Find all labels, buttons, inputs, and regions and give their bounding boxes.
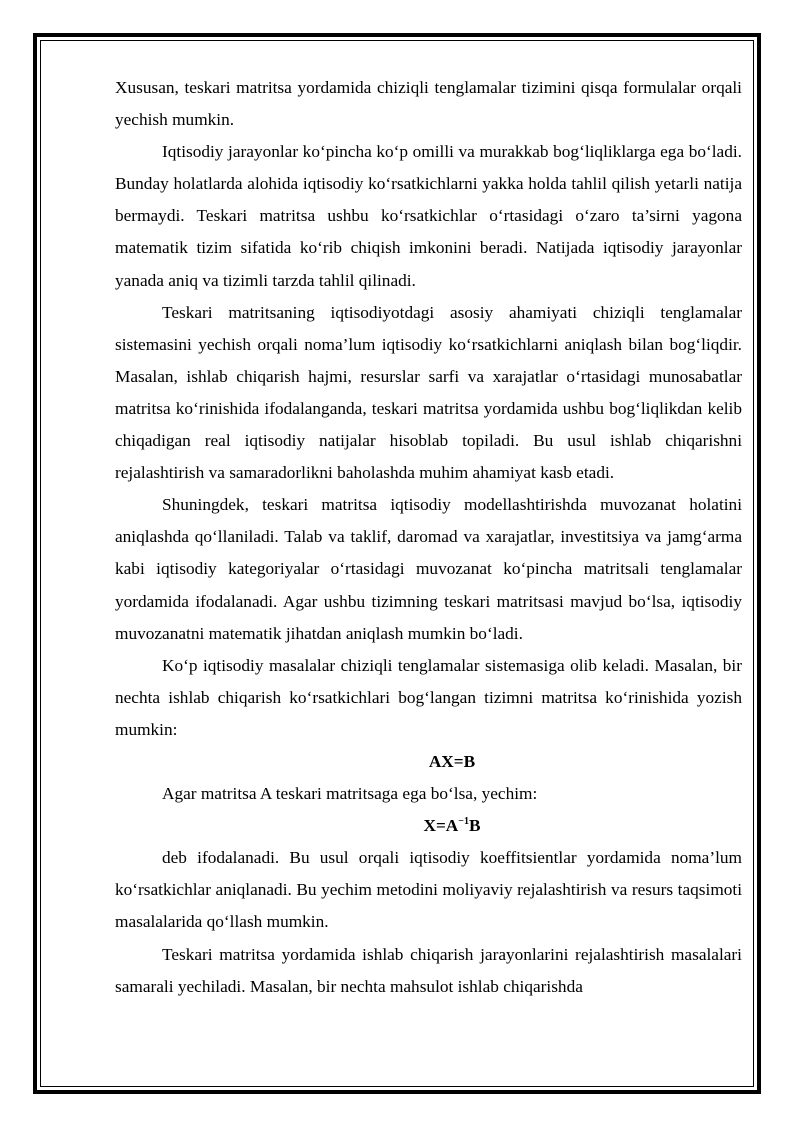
paragraph-2: Teskari matritsaning iqtisodiyotdagi asosiy ahamiyati chiziqli tenglamalar sistemasini yechish orqali noma’lum iqtisodiy ko‘rsatkichlarni aniqlash bilan bog‘liqdir. Masalan, ishlab chiqarish hajmi, resurslar sarfi va xarajatlar o‘rtasidagi munosabatlar matritsa ko‘rinishida ifodalanganda, teskari matritsa yordamida ushbu bog‘liqlikdan kelib chiqadigan real iqtisodiy natijalar hisoblab topiladi. Bu usul ishlab chiqarishni rejalashtirish va samaradorlikni baholashda muhim ahamiyat kasb etadi. [115, 302, 742, 483]
paragraph-1: Iqtisodiy jarayonlar ko‘pincha ko‘p omilli va murakkab bog‘liqliklarga ega bo‘ladi. Bunday holatlarda alohida iqtisodiy ko‘rsatkichlarni yakka holda tahlil qilish yetarli natija bermaydi. Teskari matritsa ushbu ko‘rsatkichlar o‘rtasidagi o‘zaro ta’sirni yagona matematik tizim sifatida ko‘rib chiqish imkonini beradi. Natijada iqtisodiy jarayonlar yanada aniq va tizimli tarzda tahlil qilinadi. [115, 142, 742, 290]
paragraph-3: Shuningdek, teskari matritsa iqtisodiy modellashtirishda muvozanat holatini aniqlashda qo‘llaniladi. Talab va taklif, daromad va xarajatlar, investitsiya va jamg‘arma kabi iqtisodiy kategoriyalar o‘rtasidagi muvozanat ko‘pincha matritsali tenglamalar yordamida ifodalanadi. Agar ushbu tizimning teskari matritsasi mavjud bo‘lsa, iqtisodiy muvozanatni matematik jihatdan aniqlash mumkin bo‘ladi. [115, 495, 742, 643]
formula-inverse-tail: B [468, 816, 481, 836]
paragraph-4: Ko‘p iqtisodiy masalalar chiziqli tenglamalar sistemasiga olib keladi. Masalan, bir nechta ishlab chiqarish ko‘rsatkichlari bog‘langan tizimni matritsa ko‘rinishida yozish mumkin: [115, 655, 742, 739]
formula-inverse-base: X=A [423, 816, 459, 836]
paragraph-5: Agar matritsa A teskari matritsaga ega bo‘lsa, yechim: [162, 784, 538, 804]
document-body [115, 72, 742, 1003]
formula-inverse [115, 810, 742, 842]
formula-ax-b: AX=B [428, 751, 476, 771]
paragraph-0: Xususan, teskari matritsa yordamida chiziqli tenglamalar tizimini qisqa formulalar orqali yechish mumkin. [115, 78, 742, 130]
paragraph-6: deb ifodalanadi. Bu usul orqali iqtisodiy koeffitsientlar yordamida noma’lum ko‘rsatkichlar aniqlanadi. Bu yechim metodini moliyaviy rejalashtirish va resurs taqsimoti masalalarida qo‘llash mumkin. [115, 848, 742, 932]
paragraph-7: Teskari matritsa yordamida ishlab chiqarish jarayonlarini rejalashtirish masalalari samarali yechiladi. Masalan, bir nechta mahsulot ishlab chiqarishda [115, 944, 742, 996]
formula-inverse-exponent: −1 [458, 816, 469, 828]
